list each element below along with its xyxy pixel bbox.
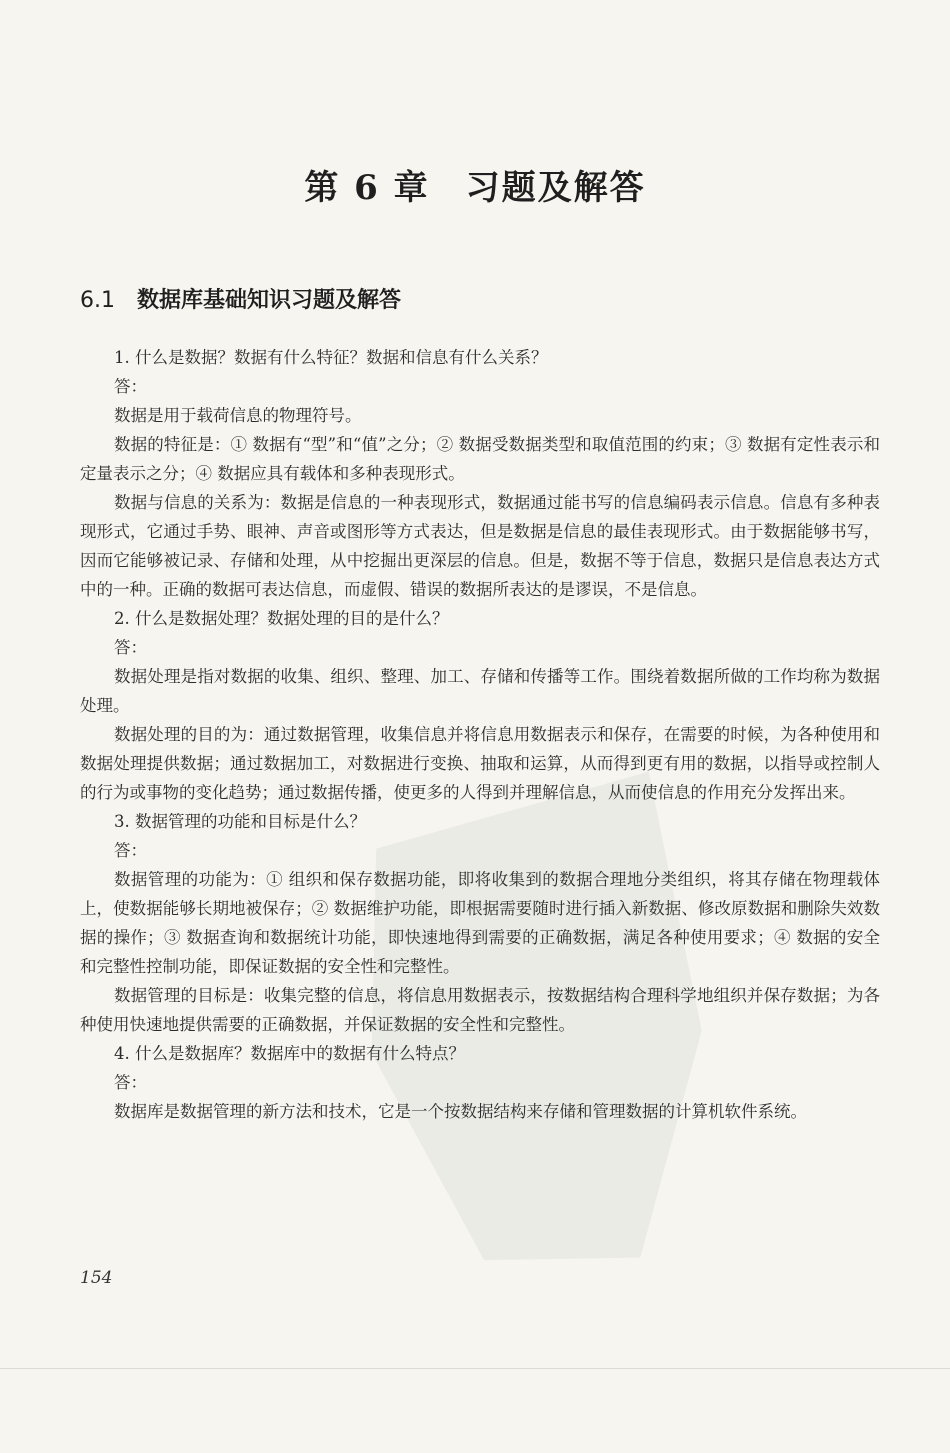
paragraph: 数据处理的目的为：通过数据管理，收集信息并将信息用数据表示和保存，在需要的时候，为各种使用和数据处理提供数据；通过数据加工，对数据进行变换、抽取和运算，从而得到更有用的数据，以指导或控制人的行为或事物的变化趋势；通过数据传播，使更多的人得到并理解信息，从而使信息的作用充分发挥出来。 [80,725,880,802]
section-number: 6.1 [80,288,115,313]
answer-label: 答： [114,638,147,657]
answer-label: 答： [114,377,147,396]
section-title [80,283,401,314]
question-3: 3. 数据管理的功能和目标是什么？ [114,812,366,831]
paragraph: 数据是用于载荷信息的物理符号。 [114,406,362,425]
answer-label: 答： [114,841,147,860]
question-2: 2. 什么是数据处理？数据处理的目的是什么？ [114,609,449,628]
question-1: 1. 什么是数据？数据有什么特征？数据和信息有什么关系？ [114,348,548,367]
paragraph: 数据库是数据管理的新方法和技术，它是一个按数据结构来存储和管理数据的计算机软件系统。 [114,1102,807,1121]
chapter-name: 习题及解答 [465,168,646,208]
question-4: 4. 什么是数据库？数据库中的数据有什么特点？ [114,1044,465,1063]
paragraph: 数据的特征是：① 数据有“型”和“值”之分；② 数据受数据类型和取值范围的约束；③ 数据有定性表示和定量表示之分；④ 数据应具有载体和多种表现形式。 [80,435,880,483]
paragraph: 数据管理的功能为：① 组织和保存数据功能，即将收集到的数据合理地分类组织，将其存储在物理载体上，使数据能够长期地被保存；② 数据维护功能，即根据需要随时进行插入新数据、修改原数据和删除失效数据的操作；③ 数据查询和数据统计功能，即快速地得到需要的正确数据，满足各种使用要求；④ 数据的安全和完整性控制功能，即保证数据的安全性和完整性。 [80,870,880,976]
chapter-title [0,160,950,209]
paragraph: 数据处理是指对数据的收集、组织、整理、加工、存储和传播等工作。围绕着数据所做的工作均称为数据处理。 [80,667,880,715]
paragraph: 数据与信息的关系为：数据是信息的一种表现形式，数据通过能书写的信息编码表示信息。信息有多种表现形式，它通过手势、眼神、声音或图形等方式表达，但是数据是信息的最佳表现形式。由于数据能够书写，因而它能够被记录、存储和处理，从中挖掘出更深层的信息。但是，数据不等于信息，数据只是信息表达方式中的一种。正确的数据可表达信息，而虚假、错误的数据所表达的是谬误，不是信息。 [80,493,880,599]
bleed-through-text [770,120,774,135]
section-name: 数据库基础知识习题及解答 [137,288,402,313]
body-text [80,343,880,1126]
page-edge-line [0,1368,950,1369]
answer-label: 答： [114,1073,147,1092]
paragraph: 数据管理的目标是：收集完整的信息，将信息用数据表示，按数据结构合理科学地组织并保存数据；为各种使用快速地提供需要的正确数据，并保证数据的安全性和完整性。 [80,986,880,1034]
chapter-label: 第 6 章 [304,168,430,208]
page-number: 154 [80,1268,113,1288]
